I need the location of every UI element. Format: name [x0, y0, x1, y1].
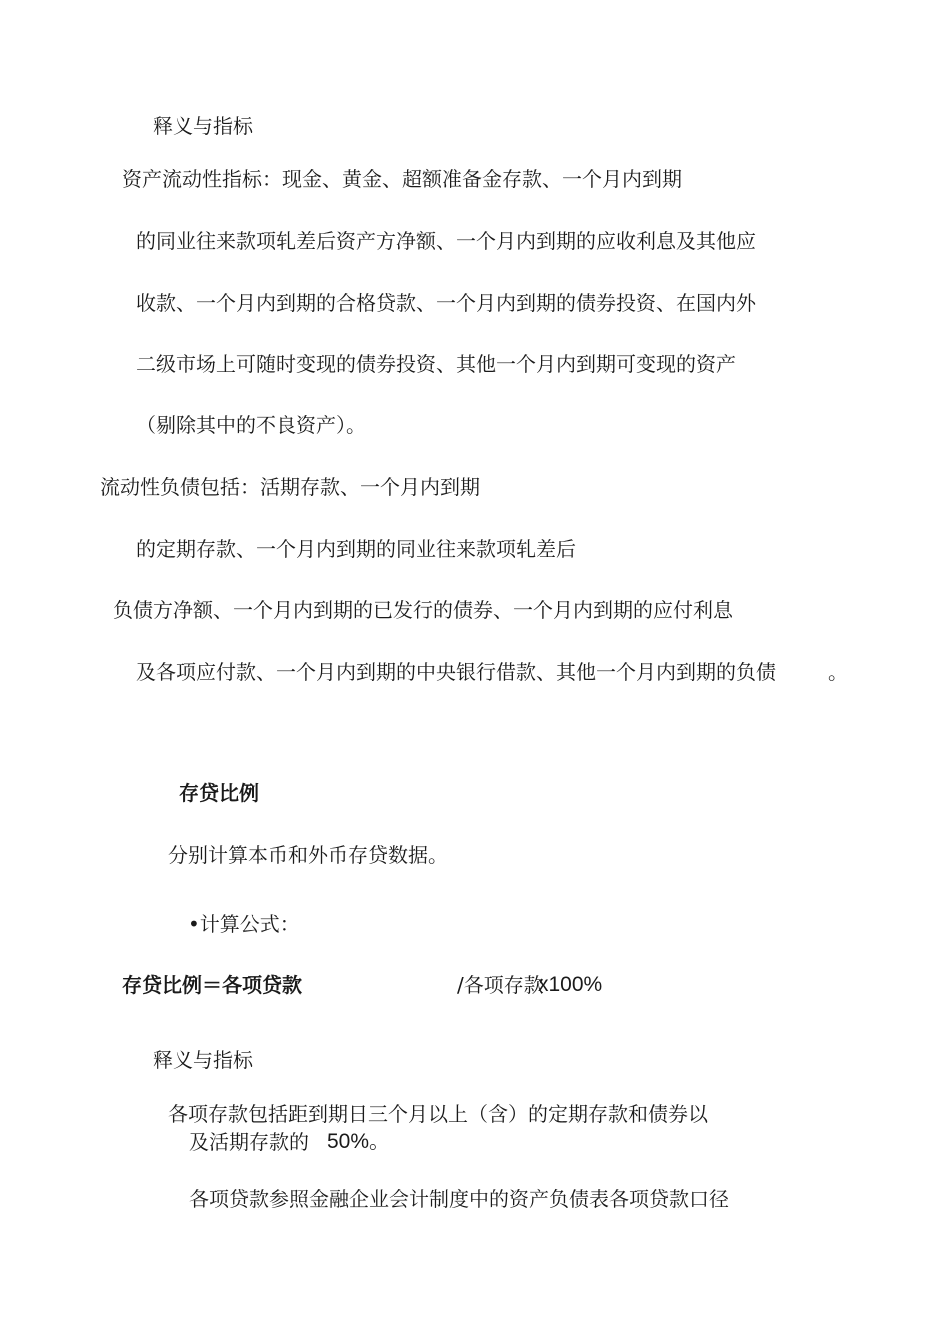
liability-definition-line-4: 及各项应付款、一个月内到期的中央银行借款、其他一个月内到期的负债	[136, 660, 776, 684]
loan-note-line: 各项贷款参照金融企业会计制度中的资产负债表各项贷款口径	[189, 1187, 729, 1211]
deposit-note-line-1: 各项存款包括距到期日三个月以上（含）的定期存款和债券以	[168, 1102, 708, 1126]
formula-multiplier: x100%	[538, 973, 603, 996]
formula-label: •计算公式：	[188, 912, 300, 936]
formula-left: 存贷比例＝各项贷款	[122, 973, 302, 997]
liability-definition-end-mark: 。	[828, 660, 848, 684]
calculation-description: 分别计算本币和外币存贷数据。	[168, 843, 448, 867]
asset-definition-line-4: 二级市场上可随时变现的债券投资、其他一个月内到期可变现的资产	[136, 352, 736, 376]
asset-definition-line-1: 资产流动性指标：现金、黄金、超额准备金存款、一个月内到期	[122, 167, 682, 191]
formula-denominator: /各项存款	[457, 973, 544, 997]
section2-label: 释义与指标	[153, 1048, 253, 1072]
asset-definition-line-5: （剔除其中的不良资产）。	[136, 413, 366, 437]
liability-definition-line-1: 流动性负债包括：活期存款、一个月内到期	[100, 475, 480, 499]
asset-definition-line-3: 收款、一个月内到期的合格贷款、一个月内到期的债券投资、在国内外	[136, 291, 756, 315]
deposit-note-line-2: 及活期存款的	[189, 1130, 309, 1154]
loan-deposit-ratio-heading: 存贷比例	[179, 781, 259, 805]
asset-definition-line-2: 的同业往来款项轧差后资产方净额、一个月内到期的应收利息及其他应	[136, 229, 756, 253]
liability-definition-line-3: 负债方净额、一个月内到期的已发行的债券、一个月内到期的应付利息	[113, 598, 733, 622]
deposit-note-percent: 50%。	[327, 1130, 391, 1153]
section1-label: 释义与指标	[153, 114, 253, 138]
liability-definition-line-2: 的定期存款、一个月内到期的同业往来款项轧差后	[136, 537, 576, 561]
